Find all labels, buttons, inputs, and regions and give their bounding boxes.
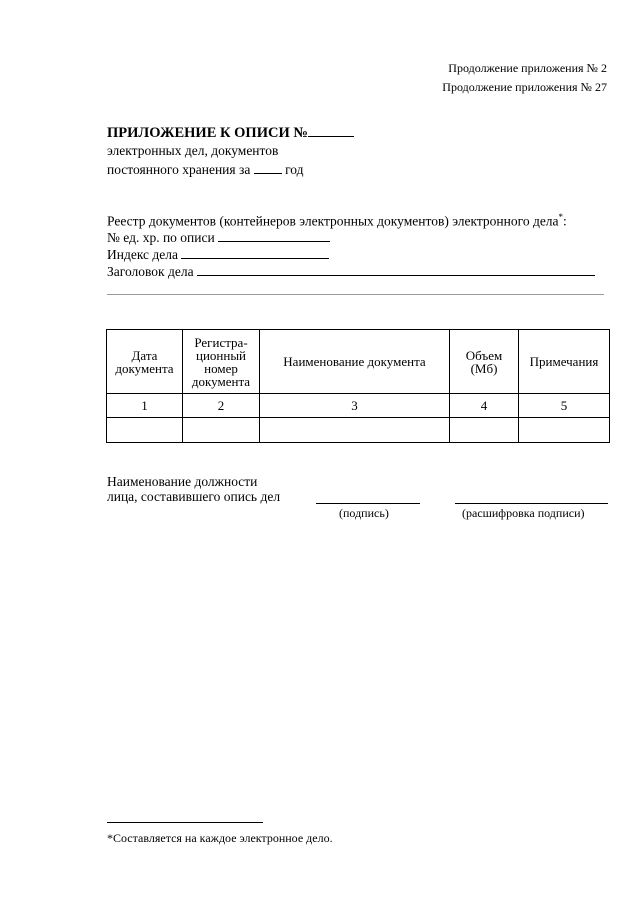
registry-heading-colon: : — [563, 213, 567, 229]
title-line-2: электронных дел, документов — [107, 143, 279, 158]
table-number-row — [107, 394, 610, 418]
column-header-reg-number: Регистра-ционный номер документа — [183, 330, 260, 394]
column-header-notes: Примечания — [519, 330, 610, 394]
title-line-3-prefix: постоянного хранения за — [107, 162, 251, 177]
registry-table — [106, 329, 610, 443]
footnote — [107, 831, 333, 846]
column-number-cell: 1 — [107, 394, 183, 418]
footnote-reference: * — [558, 212, 564, 222]
title-line-3-suffix: год — [285, 162, 304, 177]
signature-decode-caption: (расшифровка подписи) — [462, 506, 585, 520]
appendix-title-text: ПРИЛОЖЕНИЕ К ОПИСИ № — [107, 125, 308, 141]
registry-heading — [107, 212, 567, 230]
case-title-continuation-line — [107, 294, 604, 295]
table-cell — [183, 418, 260, 443]
year-blank — [254, 161, 282, 174]
column-header-date: Дата документа — [107, 330, 183, 394]
case-index-line — [181, 246, 329, 259]
signature-decode-line — [455, 503, 608, 504]
column-number-cell: 2 — [183, 394, 260, 418]
column-number-cell: 3 — [260, 394, 450, 418]
inventory-number-blank — [308, 124, 354, 137]
case-title-line — [197, 263, 595, 276]
title-line-3 — [107, 161, 304, 178]
table-header-row — [107, 330, 610, 394]
column-header-doc-name: Наименование документа — [260, 330, 450, 394]
column-number-cell: 5 — [519, 394, 610, 418]
registry-heading-text: Реестр документов (контейнеров электронных документов) электронного дела — [107, 213, 559, 229]
signature-caption: (подпись) — [339, 506, 389, 520]
appendix-title — [107, 124, 354, 142]
footnote-separator — [107, 822, 263, 823]
signature-line — [316, 503, 420, 504]
case-index-label: Индекс дела — [107, 247, 179, 262]
inventory-number-line — [218, 229, 330, 242]
table-cell — [450, 418, 519, 443]
continuation-appendix-2: Продолжение приложения № 2 — [448, 61, 607, 75]
inventory-number-field — [107, 229, 330, 246]
footnote-text: Составляется на каждое электронное дело. — [113, 831, 333, 845]
position-title-line-2: лица, составившего опись дел — [107, 489, 281, 504]
table-row — [107, 418, 610, 443]
column-number-cell: 4 — [450, 394, 519, 418]
case-index-field — [107, 246, 329, 263]
case-title-label: Заголовок дела — [107, 264, 194, 279]
inventory-number-label: № ед. хр. по описи — [107, 230, 215, 245]
continuation-appendix-27: Продолжение приложения № 27 — [442, 80, 607, 94]
table-cell — [519, 418, 610, 443]
table-cell — [260, 418, 450, 443]
table-cell — [107, 418, 183, 443]
footnote-mark: * — [107, 831, 113, 845]
position-title-line-1: Наименование должности — [107, 474, 258, 489]
case-title-field — [107, 263, 595, 280]
column-header-volume: Объем (Мб) — [450, 330, 519, 394]
